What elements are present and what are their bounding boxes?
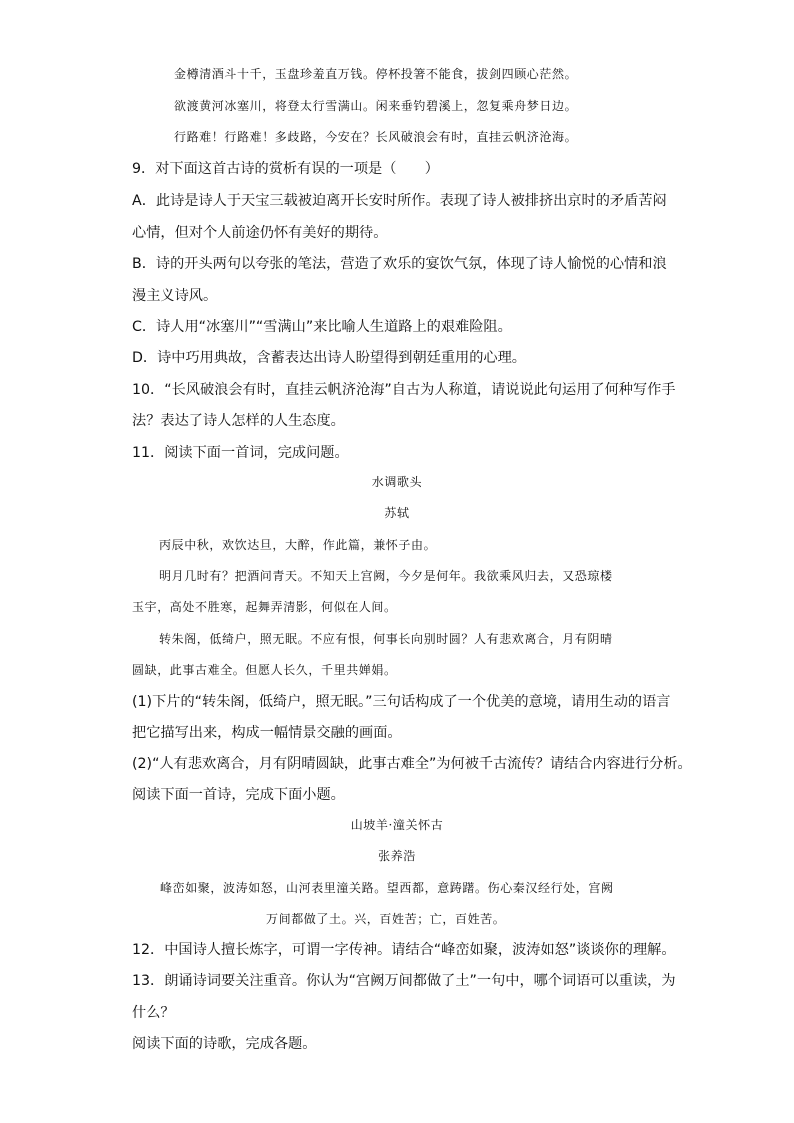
- poem-line: 万间都做了土。兴，百姓苦；亡，百姓苦。: [266, 912, 506, 926]
- question-13: 13．朗诵诗词要关注重音。你认为“宫阙万间都做了土”一句中，哪个词语可以重读，为: [132, 973, 676, 989]
- question-10: 10．“长风破浪会有时，直挂云帆济沧海”自古为人称道，请说说此句运用了何种写作手: [132, 382, 676, 398]
- poem-line: 峰峦如聚，波涛如怒，山河表里潼关路。望西都，意踌躇。伤心秦汉经行处，宫阙: [160, 881, 614, 895]
- poem-preface: 丙辰中秋，欢饮达旦，大醉，作此篇，兼怀子由。: [159, 538, 437, 552]
- question-11-sub-1: (1)下片的“转朱阁，低绮户，照无眠。”三句话构成了一个优美的意境，请用生动的语言: [132, 694, 671, 710]
- poem-line: 金樽清酒斗十千，玉盘珍羞直万钱。停杯投箸不能食，拔剑四顾心茫然。: [174, 67, 578, 81]
- poem-line: 玉宇，高处不胜寒，起舞弄清影，何似在人间。: [132, 600, 397, 614]
- poem-title: 山坡羊·潼关怀古: [350, 818, 444, 832]
- section-intro: 阅读下面一首诗，完成下面小题。: [132, 787, 345, 803]
- question-12: 12．中国诗人擅长炼字，可谓一字传神。请结合“峰峦如聚，波涛如怒”谈谈你的理解。: [132, 942, 676, 958]
- question-11-sub-2: (2)“人有悲欢离合，月有阴晴圆缺，此事古难全”为何被千古流传？请结合内容进行分析。: [132, 756, 692, 772]
- question-9-stem: 9．对下面这首古诗的赏析有误的一项是（ ）: [132, 161, 439, 177]
- poem-author: 张养浩: [378, 849, 416, 863]
- question-9-option-a-cont: 心情，但对个人前途仍怀有美好的期待。: [132, 225, 388, 241]
- question-9-option-b: B．诗的开头两句以夸张的笔法，营造了欢乐的宴饮气氛，体现了诗人愉悦的心情和浪: [132, 256, 667, 272]
- poem-line: 转朱阁，低绮户，照无眠。不应有恨，何事长向别时圆？人有悲欢离合，月有阴晴: [159, 632, 613, 646]
- poem-title: 水调歌头: [371, 475, 423, 489]
- question-11-sub-1-cont: 把它描写出来，构成一幅情景交融的画面。: [132, 725, 402, 741]
- question-13-cont: 什么？: [132, 1005, 175, 1021]
- question-9-option-c: C．诗人用“冰塞川”“雪满山”来比喻人生道路上的艰难险阻。: [132, 319, 512, 335]
- question-11-stem: 11．阅读下面一首词，完成问题。: [132, 445, 349, 461]
- poem-line: 圆缺，此事古难全。但愿人长久，千里共婵娟。: [132, 663, 397, 677]
- question-9-option-a: A．此诗是诗人于天宝三载被迫离开长安时所作。表现了诗人被排挤出京时的矛盾苦闷: [132, 193, 667, 209]
- question-10-cont: 法？表达了诗人怎样的人生态度。: [132, 413, 345, 429]
- poem-line: 行路难！行路难！多歧路，今安在？长风破浪会有时，直挂云帆济沧海。: [174, 130, 578, 144]
- question-9-option-d: D．诗中巧用典故，含蓄表达出诗人盼望得到朝廷重用的心理。: [132, 350, 526, 366]
- poem-author: 苏轼: [384, 506, 410, 520]
- section-intro: 阅读下面的诗歌，完成各题。: [132, 1036, 317, 1052]
- poem-line: 欲渡黄河冰塞川，将登太行雪满山。闲来垂钓碧溪上，忽复乘舟梦日边。: [174, 99, 578, 113]
- poem-line: 明月几时有？把酒问青天。不知天上宫阙，今夕是何年。我欲乘风归去，又恐琼楼: [159, 569, 613, 583]
- question-9-option-b-cont: 漫主义诗风。: [132, 288, 218, 304]
